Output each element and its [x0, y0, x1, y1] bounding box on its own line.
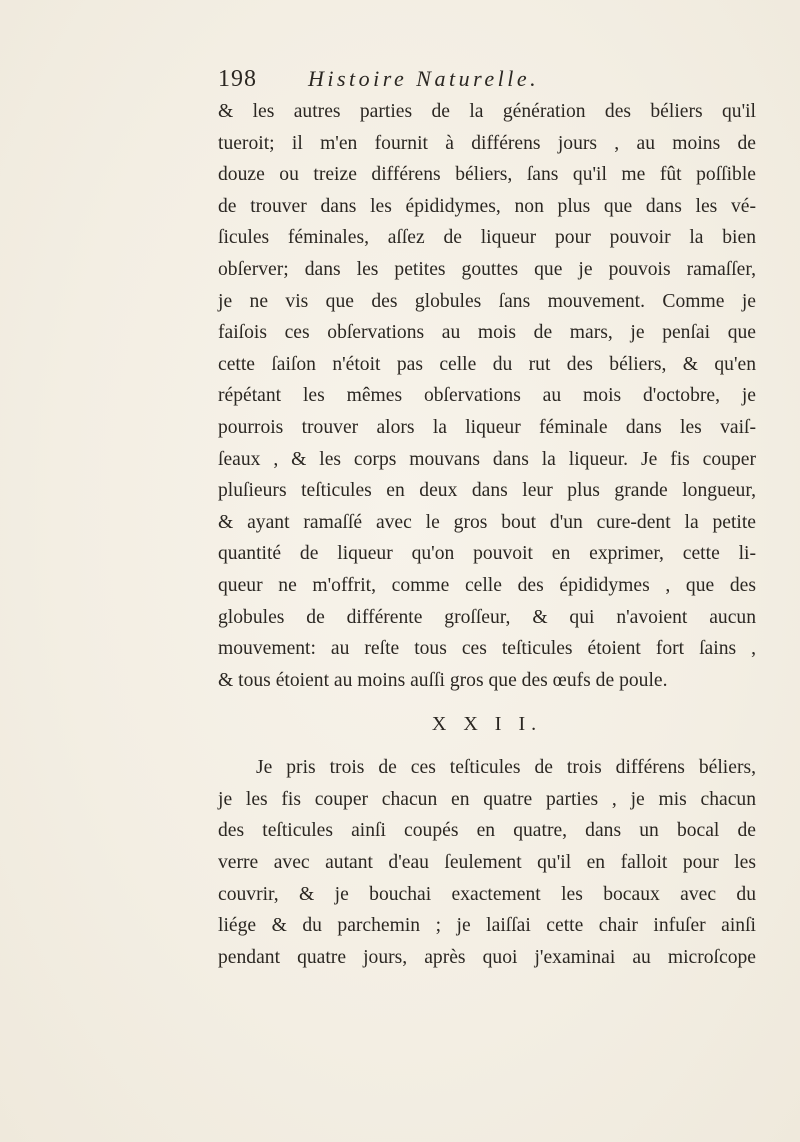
section-heading: X X I I. [431, 713, 543, 736]
running-title-naturelle: Naturelle. [416, 66, 540, 91]
text-line: couvrir, & je bouchai exactement les bocaux avec du [218, 883, 756, 905]
text-line: douze ou treize différens béliers, ſans qu'il me fût poſſible [218, 164, 756, 186]
text-line: ſicules féminales, aſſez de liqueur pour pouvoir la bien [218, 227, 756, 249]
text-line: pourrois trouver alors la liqueur féminale dans les vaiſ- [218, 416, 756, 438]
text-line: verre avec autant d'eau ſeulement qu'il en falloit pour les [218, 852, 756, 874]
text-line: & ayant ramaſſé avec le gros bout d'un cure-dent la petite [218, 511, 756, 533]
text-line: Je pris trois de ces teſticules de trois différens béliers, [256, 757, 756, 779]
text-line: & les autres parties de la génération des béliers qu'il [218, 101, 756, 122]
text-line: répétant les mêmes obſervations au mois d'octobre, je [218, 385, 756, 407]
text-line: globules de différente groſſeur, & qui n'avoient aucun [218, 606, 756, 628]
text-line: faiſois ces obſervations au mois de mars, je penſai que [218, 322, 756, 344]
text-line: de trouver dans les épididymes, non plus que dans les vé- [218, 195, 756, 217]
body-text [218, 96, 756, 973]
text-line: obſerver; dans les petites gouttes que je pouvois ramaſſer, [218, 258, 756, 280]
text-line: queur ne m'offrit, comme celle des épididymes , que des [218, 574, 756, 596]
text-line: tueroit; il m'en fournit à différens jours , au moins de [218, 132, 756, 154]
text-line: pendant quatre jours, après quoi j'examinai au microſcope [218, 946, 756, 968]
paragraph-1 [218, 96, 756, 696]
text-line: & tous étoient au moins auſſi gros que des œufs de poule. [218, 669, 668, 691]
text-line: des teſticules ainſi coupés en quatre, dans un bocal de [218, 820, 756, 842]
text-line: je ne vis que des globules ſans mouvement. Comme je [218, 290, 756, 312]
running-title-histoire: Histoire [308, 66, 408, 91]
paragraph-2 [218, 752, 756, 973]
text-line: liége & du parchemin ; je laiſſai cette chair infuſer ainſi [218, 915, 756, 937]
text-line: mouvement: au reſte tous ces teſticules étoient fort ſains , [218, 638, 756, 660]
text-line: quantité de liqueur qu'on pouvoit en exprimer, cette li- [218, 543, 756, 565]
text-line: ſeaux , & les corps mouvans dans la liqueur. Je fis couper [218, 448, 756, 470]
text-line: pluſieurs teſticules en deux dans leur plus grande longueur, [218, 480, 756, 502]
page-number: 198 [218, 66, 257, 92]
text-line: cette ſaiſon n'étoit pas celle du rut des béliers, & qu'en [218, 353, 756, 375]
text-line: je les fis couper chacun en quatre parties , je mis chacun [218, 788, 756, 810]
running-title [308, 66, 539, 92]
